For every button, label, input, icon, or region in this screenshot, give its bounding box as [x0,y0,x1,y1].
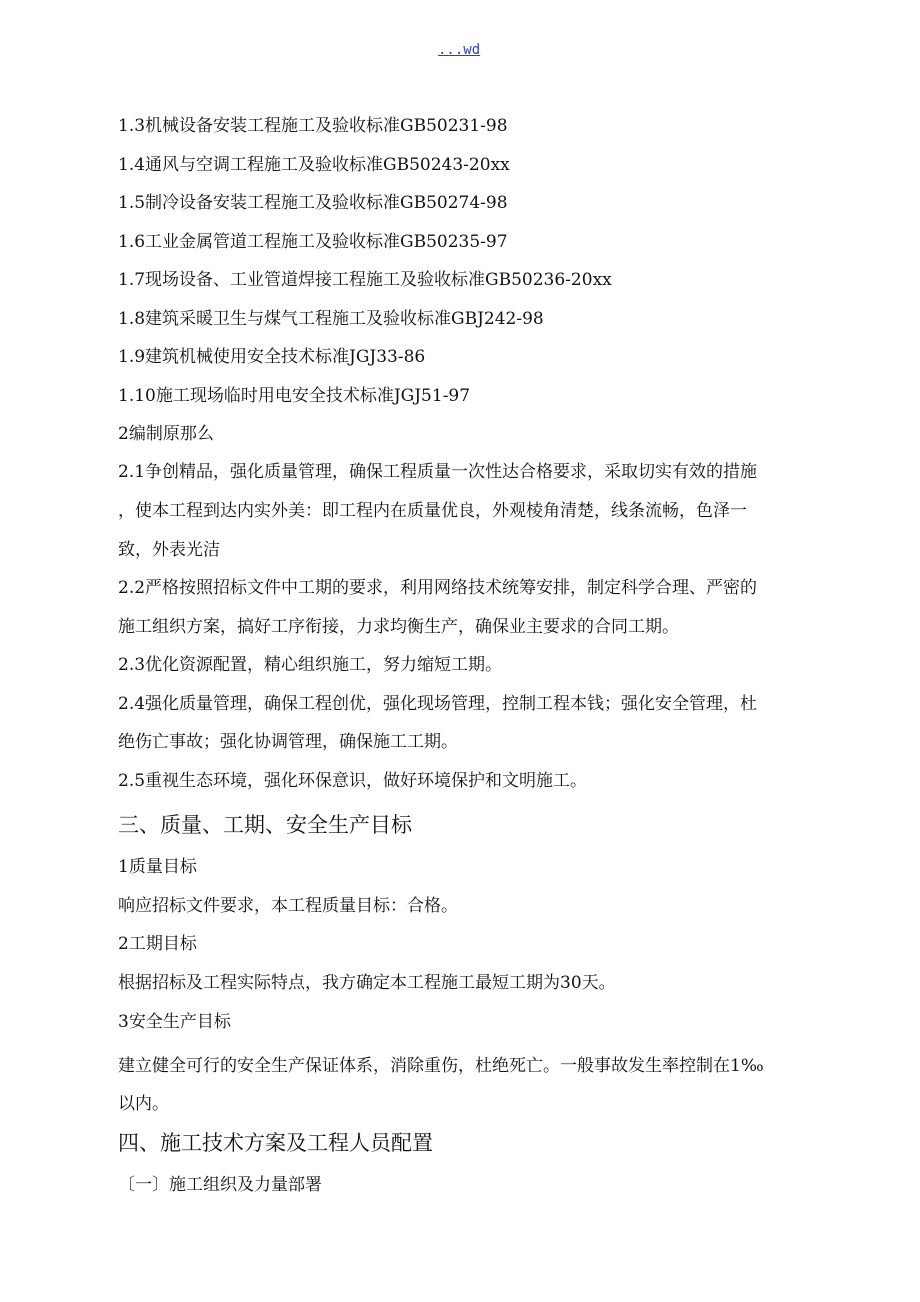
text-line: 1.4通风与空调工程施工及验收标准GB50243-20xx [118,155,510,175]
text-line: 2.2严格按照招标文件中工期的要求，利用网络技术统筹安排，制定科学合理、严密的 [118,578,758,598]
text-line: 1.10施工现场临时用电安全技术标准JGJ51-97 [118,386,471,406]
text-line: 1.6工业金属管道工程施工及验收标准GB50235-97 [118,232,508,252]
text-line: 以内。 [118,1094,169,1114]
text-line: 2.3优化资源配置，精心组织施工，努力缩短工期。 [118,655,503,675]
text-line: 2.4强化质量管理，确保工程创优，强化现场管理，控制工程本钱；强化安全管理，杜 [118,694,758,714]
text-line: 建立健全可行的安全生产保证体系，消除重伤，杜绝死亡。一般事故发生率控制在1‰ [118,1056,764,1076]
text-line: 2编制原那么 [118,424,214,444]
text-line: ，使本工程到达内实外美：即工程内在质量优良，外观棱角清楚，线条流畅，色泽一 [118,501,747,521]
text-line: 1.3机械设备安装工程施工及验收标准GB50231-98 [118,116,508,136]
section-heading: 四、施工技术方案及工程人员配置 [118,1131,433,1155]
text-line: 1.9建筑机械使用安全技术标准JGJ33-86 [118,347,426,367]
text-line: 响应招标文件要求，本工程质量目标：合格。 [118,896,458,916]
text-line: 1质量目标 [118,857,197,877]
text-line: 1.8建筑采暖卫生与煤气工程施工及验收标准GBJ242-98 [118,309,544,329]
sub-heading: 〔一〕施工组织及力量部署 [118,1175,322,1195]
text-line: 根据招标及工程实际特点，我方确定本工程施工最短工期为30天。 [118,973,616,993]
header-link[interactable]: ...wd [438,42,481,58]
text-line: 2.1争创精品，强化质量管理，确保工程质量一次性达合格要求，采取切实有效的措施 [118,462,758,482]
text-line: 1.5制冷设备安装工程施工及验收标准GB50274-98 [118,193,508,213]
text-line: 3安全生产目标 [118,1012,231,1032]
text-line: 致，外表光洁 [118,540,220,560]
text-line: 1.7现场设备、工业管道焊接工程施工及验收标准GB50236-20xx [118,270,612,290]
text-line: 2.5重视生态环境，强化环保意识，做好环境保护和文明施工。 [118,771,588,791]
text-line: 施工组织方案，搞好工序衔接，力求均衡生产，确保业主要求的合同工期。 [118,617,679,637]
text-line: 2工期目标 [118,934,197,954]
section-heading: 三、质量、工期、安全生产目标 [118,813,412,837]
text-line: 绝伤亡事故；强化协调管理，确保施工工期。 [118,732,458,752]
